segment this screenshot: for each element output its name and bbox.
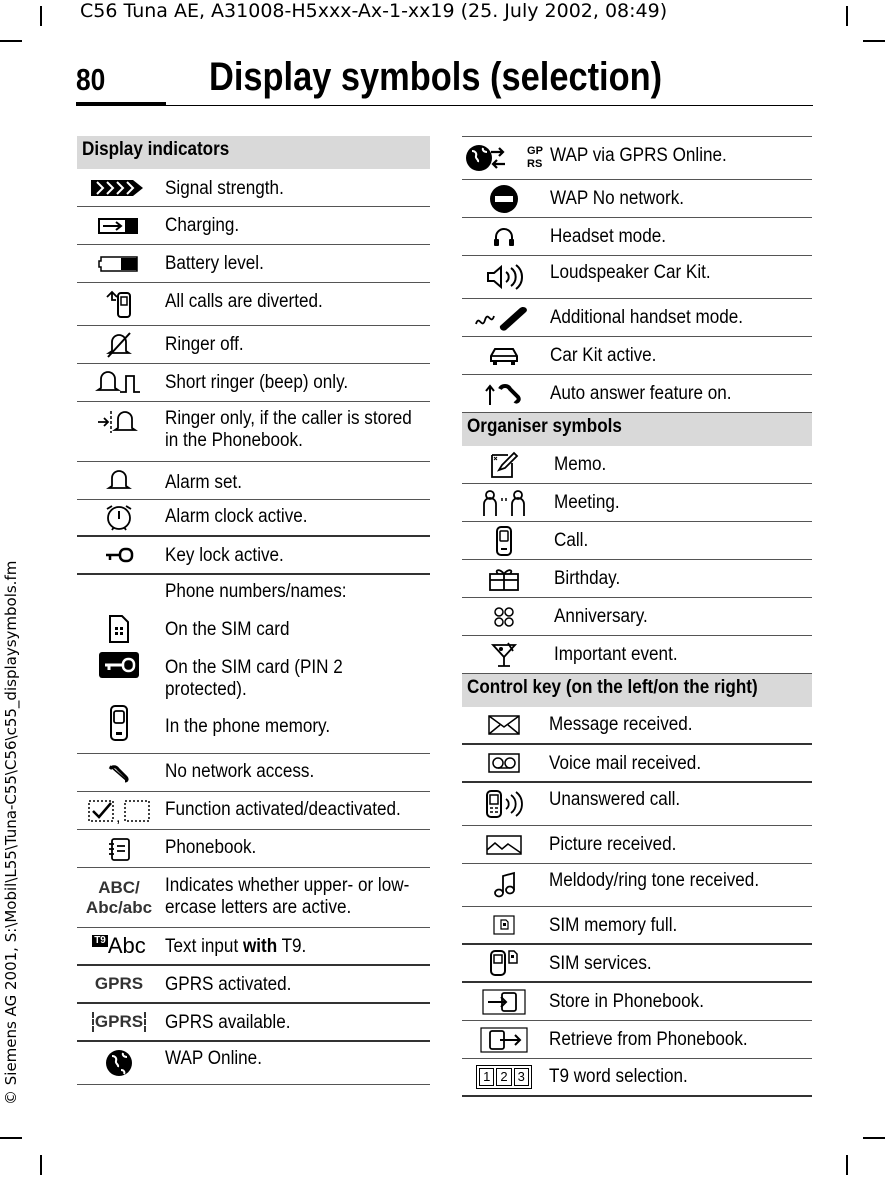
- list-item: Phonebook.: [77, 830, 430, 868]
- message-icon: [466, 707, 542, 743]
- unanswered-call-icon: [466, 783, 542, 825]
- signal-strength-icon: [81, 169, 157, 206]
- list-item: GP RS WAP via GPRS Online.: [462, 136, 812, 180]
- short-ringer-icon: [81, 364, 157, 401]
- list-item: GPRS GPRS activated.: [77, 966, 430, 1004]
- meeting-icon: [466, 484, 542, 521]
- list-item: ABC/ Abc/abc Indicates whether upper- or low- ercase letters are active.: [77, 868, 430, 928]
- memo-icon: [466, 446, 542, 483]
- crop-mark: [863, 40, 885, 42]
- crop-mark: [863, 1137, 885, 1139]
- auto-answer-icon: [466, 375, 542, 412]
- page-title: Display symbols (selection): [209, 55, 663, 99]
- phone-memory-text: In the phone memory.: [165, 716, 331, 737]
- left-column: [77, 136, 430, 1085]
- list-item: Headset mode.: [462, 218, 812, 256]
- section-header-organiser: Organiser symbols: [462, 413, 812, 446]
- list-item: Alarm clock active.: [77, 500, 430, 537]
- sim-pin2-icon: [81, 647, 157, 683]
- list-item: Charging.: [77, 207, 430, 245]
- list-item: Auto answer feature on.: [462, 375, 812, 413]
- birthday-icon: [466, 560, 542, 597]
- list-item: Important event.: [462, 636, 812, 674]
- page-number: 80: [76, 62, 106, 97]
- sim-card-text: On the SIM card: [165, 619, 290, 640]
- list-item: All calls are diverted.: [77, 283, 430, 326]
- charging-icon: [81, 207, 157, 244]
- crop-mark: [0, 40, 22, 42]
- list-item: Key lock active.: [77, 537, 430, 575]
- t9-word-icon: 1 2 3: [466, 1059, 542, 1095]
- list-item: Message received.: [462, 707, 812, 745]
- list-item: No network access.: [77, 754, 430, 792]
- letter-case-label: ABC/ Abc/abc: [85, 877, 153, 917]
- list-item: Birthday.: [462, 560, 812, 598]
- list-item: Car Kit active.: [462, 337, 812, 375]
- list-item: Additional handset mode.: [462, 299, 812, 337]
- list-item: SIM services.: [462, 945, 812, 983]
- anniversary-icon: [466, 598, 542, 635]
- crop-mark: [0, 1137, 22, 1139]
- handset-icon: [466, 299, 542, 336]
- right-column: [462, 136, 812, 1097]
- list-item: Alarm set.: [77, 462, 430, 500]
- list-item: Meldody/ring tone received.: [462, 864, 812, 907]
- section-header-control-key: Control key (on the left/on the right): [462, 674, 812, 707]
- running-header: C56 Tuna AE, A31008-H5xxx-Ax-1-xx19 (25. July 2002, 08:49): [80, 0, 668, 22]
- retrieve-phonebook-icon: [466, 1021, 542, 1058]
- section-header-display-indicators: Display indicators: [77, 136, 430, 169]
- headset-icon: [466, 218, 542, 255]
- list-item: Battery level.: [77, 245, 430, 283]
- list-item: Short ringer (beep) only.: [77, 364, 430, 402]
- car-icon: [466, 337, 542, 374]
- checkbox-icon: [81, 792, 157, 829]
- svg-text:,: ,: [116, 808, 121, 826]
- voicemail-icon: [466, 745, 542, 781]
- list-item: SIM memory full.: [462, 907, 812, 945]
- ringer-off-icon: [81, 326, 157, 363]
- store-phonebook-icon: [466, 983, 542, 1020]
- wap-gprs-icon: GP RS: [466, 137, 542, 179]
- picture-icon: [466, 826, 542, 863]
- list-item: Signal strength.: [77, 169, 430, 207]
- crop-mark: [40, 6, 42, 26]
- gprs-available-icon: GPRS: [81, 1004, 157, 1040]
- phone-numbers-heading: Phone numbers/names:: [165, 581, 347, 602]
- ringer-phonebook-icon: [81, 402, 157, 442]
- alarm-bell-icon: [81, 462, 157, 499]
- list-item: 1 2 3 T9 word selection.: [462, 1059, 812, 1097]
- list-item: Call.: [462, 522, 812, 560]
- key-lock-icon: [81, 537, 157, 573]
- list-item: Picture received.: [462, 826, 812, 864]
- list-item: Ringer only, if the caller is stored in the Phonebook.: [77, 402, 430, 462]
- list-item: WAP Online.: [77, 1042, 430, 1085]
- phone-memory-icon: [81, 703, 157, 743]
- call-icon: [466, 522, 542, 559]
- phone-numbers-group: [77, 575, 430, 754]
- phonebook-icon: [81, 830, 157, 867]
- t9-icon: T9 Abc: [94, 933, 146, 958]
- sim-card-icon: [81, 611, 157, 647]
- alarm-clock-icon: [81, 500, 157, 535]
- list-item: Memo.: [462, 446, 812, 484]
- list-item: WAP No network.: [462, 180, 812, 218]
- important-event-icon: [466, 636, 542, 673]
- side-note: © Siemens AG 2001, S:\Mobil\L55\Tuna-C55\C56\c55_displaysymbols.fm: [2, 560, 20, 1105]
- crop-mark: [846, 6, 848, 26]
- list-item: Retrieve from Phonebook.: [462, 1021, 812, 1059]
- title-rule: [166, 105, 813, 106]
- sim-pin2-text-2: protected).: [165, 679, 247, 700]
- no-network-icon: [81, 754, 157, 791]
- list-item: Ringer off.: [77, 326, 430, 364]
- list-item: Unanswered call.: [462, 783, 812, 826]
- list-item: , Function activated/deactivated.: [77, 792, 430, 830]
- globe-icon: [81, 1042, 157, 1084]
- calls-diverted-icon: [81, 283, 157, 325]
- sim-services-icon: [466, 945, 542, 981]
- list-item: Meeting.: [462, 484, 812, 522]
- list-item: Anniversary.: [462, 598, 812, 636]
- sim-pin2-text: On the SIM card (PIN 2: [165, 657, 343, 678]
- loudspeaker-icon: [466, 256, 542, 298]
- crop-mark: [846, 1155, 848, 1175]
- page-number-rule: [76, 102, 166, 106]
- list-item: GPRS GPRS available.: [77, 1004, 430, 1042]
- list-item: T9 Abc Text input with T9.: [77, 928, 430, 966]
- crop-mark: [40, 1155, 42, 1175]
- battery-icon: [81, 245, 157, 282]
- gprs-active-icon: GPRS: [94, 974, 144, 993]
- list-item: Loudspeaker Car Kit.: [462, 256, 812, 299]
- list-item: Store in Phonebook.: [462, 983, 812, 1021]
- no-entry-icon: [466, 180, 542, 217]
- sim-full-icon: [466, 907, 542, 943]
- list-item: Voice mail received.: [462, 745, 812, 783]
- melody-icon: [466, 864, 542, 906]
